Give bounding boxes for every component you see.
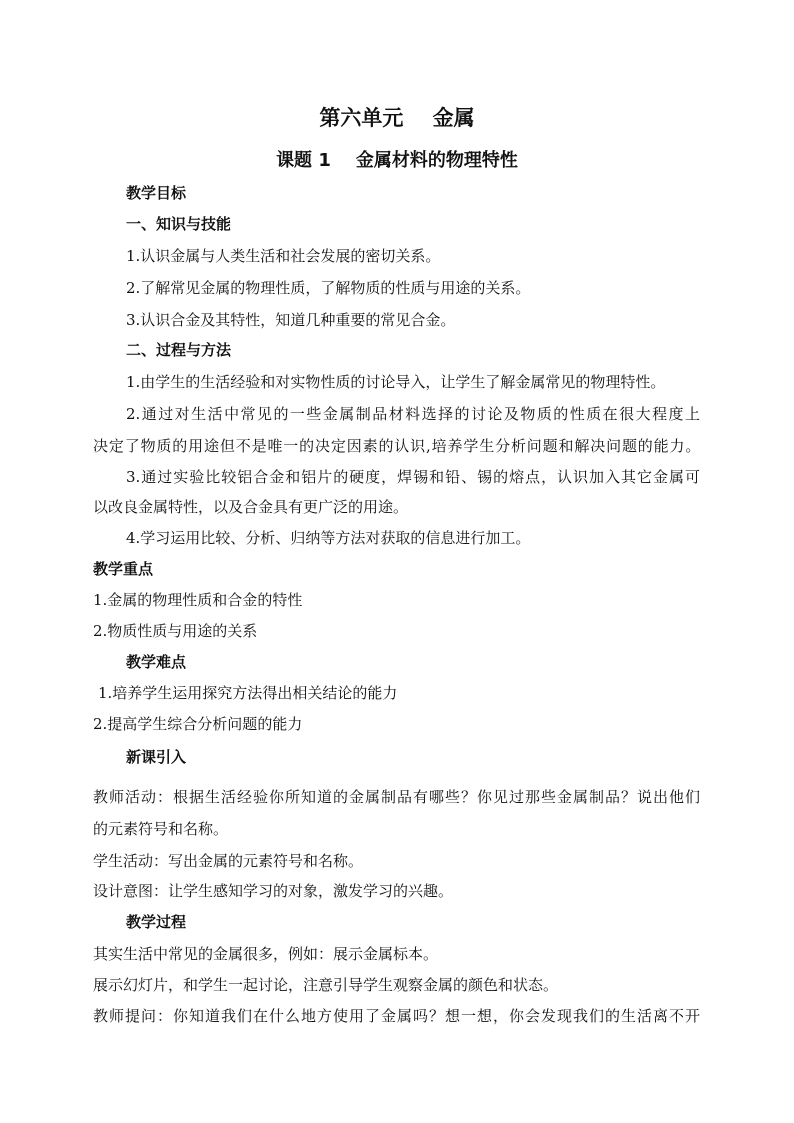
- process-line: 教师提问：你知道我们在什么地方使用了金属吗？想一想，你会发现我们的生活离不开: [93, 1007, 700, 1025]
- process-heading-2: 教学过程: [126, 913, 187, 931]
- process-line: 其实生活中常见的金属很多，例如：展示金属标本。: [93, 945, 439, 963]
- difficulties-heading: 教学难点: [126, 653, 187, 671]
- key-point-item: 1.金属的物理性质和合金的特性: [93, 591, 303, 609]
- lesson-title: 课题 1 金属材料的物理特性: [276, 150, 518, 171]
- knowledge-item: 3.认识合金及其特性，知道几种重要的常见合金。: [126, 311, 456, 329]
- key-point-item: 2.物质性质与用途的关系: [93, 622, 258, 640]
- process-item-continued: 以改良金属特性，以及合金具有更广泛的用途。: [93, 498, 409, 516]
- process-line: 展示幻灯片，和学生一起讨论，注意引导学生观察金属的颜色和状态。: [93, 976, 559, 994]
- intro-heading: 新课引入: [126, 748, 187, 766]
- process-item: 2.通过对生活中常见的一些金属制品材料选择的讨论及物质的性质在很大程度上: [126, 405, 700, 423]
- knowledge-item: 1.认识金属与人类生活和社会发展的密切关系。: [126, 247, 441, 265]
- goals-heading: 教学目标: [126, 184, 187, 202]
- process-item: 1.由学生的生活经验和对实物性质的讨论导入，让学生了解金属常见的物理特性。: [126, 373, 666, 391]
- process-item-continued: 决定了物质的用途但不是唯一的决定因素的认识,培养学生分析问题和解决问题的能力。: [93, 437, 700, 455]
- key-points-heading: 教学重点: [93, 560, 154, 578]
- student-activity: 学生活动：写出金属的元素符号和名称。: [93, 852, 364, 870]
- difficulty-item: 2.提高学生综合分析问题的能力: [93, 715, 303, 733]
- teacher-activity-continued: 的元素符号和名称。: [93, 820, 229, 838]
- process-heading: 二、过程与方法: [126, 341, 232, 359]
- difficulty-item: 1.培养学生运用探究方法得出相关结论的能力: [98, 684, 398, 702]
- process-item: 4.学习运用比较、分析、归纳等方法对获取的信息进行加工。: [126, 529, 531, 547]
- process-item: 3.通过实验比较铝合金和铝片的硬度，焊锡和铅、锡的熔点，认识加入其它金属可: [126, 468, 700, 486]
- knowledge-heading: 一、知识与技能: [126, 215, 232, 233]
- unit-title: 第六单元 金属: [319, 106, 475, 130]
- design-intent: 设计意图：让学生感知学习的对象，激发学习的兴趣。: [93, 882, 454, 900]
- knowledge-item: 2.了解常见金属的物理性质，了解物质的性质与用途的关系。: [126, 279, 531, 297]
- teacher-activity: 教师活动：根据生活经验你所知道的金属制品有哪些？你见过那些金属制品？说出他们: [93, 788, 700, 806]
